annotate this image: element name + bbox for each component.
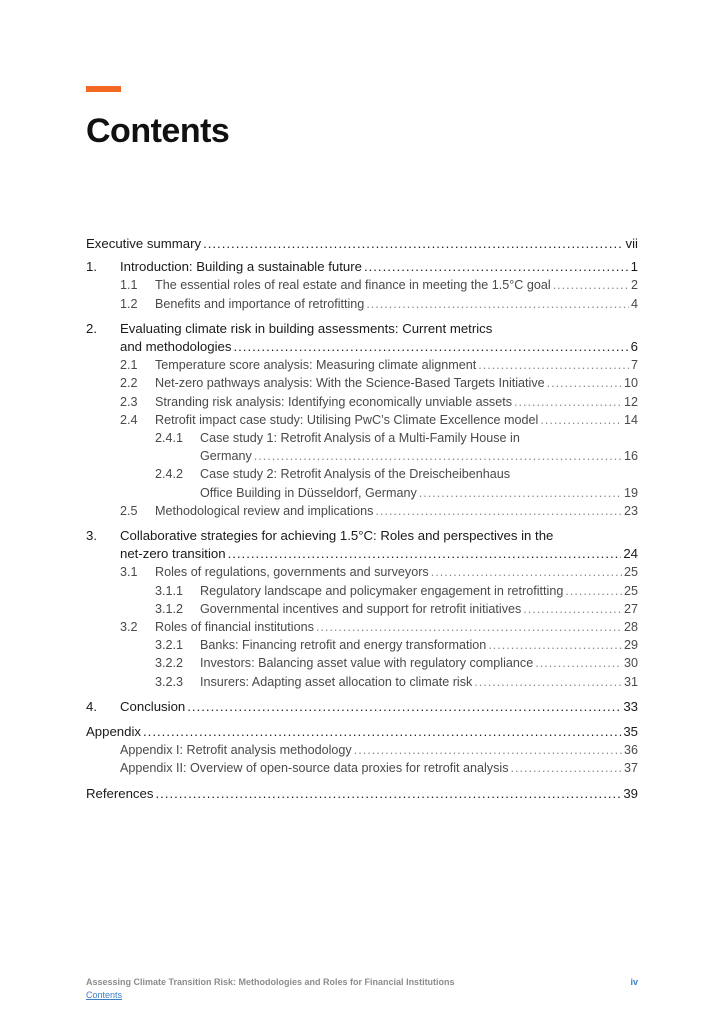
toc-entry-page: 4: [630, 296, 638, 311]
toc-entry-label: Roles of regulations, governments and surveyors: [155, 565, 429, 580]
dot-leader: [523, 600, 622, 618]
toc-entry-label: Germany: [200, 449, 252, 464]
toc-entry-page: 14: [623, 412, 638, 427]
footer-page-number: iv: [630, 977, 638, 987]
toc-entry-page: 24: [623, 546, 638, 562]
dot-leader: [316, 618, 622, 636]
toc-entry-number: 2.4: [120, 412, 138, 427]
dot-leader: [478, 356, 629, 374]
toc-entry-label: Conclusion: [120, 698, 186, 714]
dot-leader: [431, 563, 622, 581]
toc-entry-label: Insurers: Adapting asset allocation to climate risk: [200, 674, 473, 689]
toc-entry-number: 3.: [86, 528, 97, 544]
toc-entry-label: Appendix I: Retrofit analysis methodology: [120, 743, 352, 758]
dot-leader: [364, 258, 629, 276]
toc-entry-page: 25: [623, 583, 638, 598]
toc-entry-page: 23: [623, 503, 638, 518]
toc-entry-2-4-1[interactable]: [86, 429, 638, 447]
toc-entry-appendix-2[interactable]: [86, 759, 638, 777]
dot-leader: [187, 698, 621, 716]
dot-leader: [540, 411, 622, 429]
toc-entry-2-4[interactable]: [86, 411, 638, 429]
dot-leader: [155, 785, 621, 803]
dot-leader: [553, 276, 629, 294]
toc-entry-number: 4.: [86, 698, 97, 714]
dot-leader: [233, 338, 628, 356]
toc-entry-page: 6: [630, 339, 638, 355]
toc-entry-appendix-1[interactable]: [86, 741, 638, 759]
page-footer: [86, 977, 638, 1000]
toc-entry-2-1[interactable]: [86, 356, 638, 374]
toc-entry-label: Investors: Balancing asset value with regulatory compliance: [200, 656, 534, 671]
dot-leader: [547, 374, 622, 392]
toc-entry-label: Roles of financial institutions: [155, 620, 314, 635]
toc-entry-3-2-3[interactable]: [86, 673, 638, 691]
toc-entry-label: net-zero transition: [120, 546, 226, 562]
toc-entry-page: 29: [623, 638, 638, 653]
toc-entry-page: 28: [623, 620, 638, 635]
toc-entry-3-2-1[interactable]: [86, 636, 638, 654]
toc-entry-2-2[interactable]: [86, 374, 638, 392]
toc-entry-3-1[interactable]: [86, 563, 638, 581]
dot-leader: [203, 235, 623, 253]
toc-entry-page: 12: [623, 394, 638, 409]
toc-entry-label: Temperature score analysis: Measuring climate alignment: [155, 358, 477, 373]
toc-entry-label: Executive summary: [86, 236, 202, 251]
toc-entry-label: Governmental incentives and support for retrofit initiatives: [200, 601, 522, 616]
dot-leader: [254, 447, 622, 465]
toc-entry-number: 2.5: [120, 503, 138, 518]
toc-entry-number: 3.2: [120, 620, 138, 635]
toc-entry-label: Banks: Financing retrofit and energy transformation: [200, 638, 487, 653]
toc-entry-chapter-2-cont[interactable]: [86, 338, 638, 356]
toc-entry-number: 3.1: [120, 565, 138, 580]
toc-entry-number: 3.2.2: [155, 656, 184, 671]
toc-entry-page: 1: [630, 259, 638, 275]
toc-entry-label: Office Building in Düsseldorf, Germany: [200, 485, 417, 500]
toc-entry-chapter-1[interactable]: [86, 258, 638, 276]
toc-entry-number: 3.1.1: [155, 583, 184, 598]
contents-link[interactable]: Contents: [86, 990, 123, 1000]
toc-entry-label: References: [86, 785, 154, 801]
dot-leader: [366, 295, 629, 313]
toc-entry-number: 2.3: [120, 394, 138, 409]
toc-entry-page: 25: [623, 565, 638, 580]
toc-entry-page: 2: [630, 278, 638, 293]
toc-entry-chapter-3-cont[interactable]: [86, 545, 638, 563]
toc-entry-page: 10: [623, 376, 638, 391]
toc-entry-2-4-1-cont[interactable]: [86, 447, 638, 465]
dot-leader: [488, 636, 622, 654]
page-title: Contents: [86, 112, 230, 150]
toc-entry-label: and methodologies: [120, 339, 232, 355]
toc-entry-label: Methodological review and implications: [155, 503, 374, 518]
toc-entry-2-5[interactable]: [86, 502, 638, 520]
toc-entry-label: Benefits and importance of retrofitting: [155, 296, 365, 311]
dot-leader: [514, 393, 622, 411]
dot-leader: [474, 673, 622, 691]
dot-leader: [535, 654, 622, 672]
toc-entry-number: 3.2.1: [155, 638, 184, 653]
toc-entry-chapter-4[interactable]: [86, 698, 638, 716]
toc-entry-page: 16: [623, 449, 638, 464]
toc-entry-1-1[interactable]: [86, 276, 638, 294]
toc-entry-page: 39: [623, 785, 638, 801]
toc-entry-label: Net-zero pathways analysis: With the Science-Based Targets Initiative: [155, 376, 545, 391]
footer-document-title: Assessing Climate Transition Risk: Methodologies and Roles for Financial Institutions: [86, 977, 455, 987]
dot-leader: [511, 759, 622, 777]
toc-entry-label: Evaluating climate risk in building assessments: Current metrics: [120, 320, 493, 336]
toc-entry-page: 33: [623, 698, 638, 714]
toc-entry-page: 37: [623, 761, 638, 776]
toc-entry-number: 3.1.2: [155, 601, 184, 616]
toc-entry-number: 2.1: [120, 358, 138, 373]
toc-entry-3-1-2[interactable]: [86, 600, 638, 618]
toc-entry-label: Appendix: [86, 724, 141, 740]
toc-entry-label: Regulatory landscape and policymaker engagement in retrofitting: [200, 583, 564, 598]
toc-entry-page: 35: [623, 724, 638, 740]
toc-entry-label: Introduction: Building a sustainable future: [120, 259, 362, 275]
toc-entry-page: 36: [623, 743, 638, 758]
toc-entry-2-4-2[interactable]: [86, 465, 638, 483]
toc-entry-page: vii: [625, 236, 638, 251]
toc-entry-chapter-3[interactable]: [86, 527, 638, 545]
toc-entry-number: 2.4.2: [155, 467, 184, 482]
toc-entry-label: Stranding risk analysis: Identifying economically unviable assets: [155, 394, 513, 409]
toc-entry-3-1-1[interactable]: [86, 582, 638, 600]
toc-entry-label: Retrofit impact case study: Utilising PwC’s Climate Excellence model: [155, 412, 539, 427]
dot-leader: [375, 502, 622, 520]
toc-entry-label: Collaborative strategies for achieving 1.5°C: Roles and perspectives in the: [120, 528, 554, 544]
toc-entry-number: 1.2: [120, 296, 138, 311]
dot-leader: [565, 582, 622, 600]
toc-entry-number: 2.: [86, 320, 97, 336]
toc-entry-page: 30: [623, 656, 638, 671]
toc-entry-page: 31: [623, 674, 638, 689]
dot-leader: [354, 741, 622, 759]
toc-entry-chapter-2[interactable]: [86, 320, 638, 338]
toc-entry-label: Appendix II: Overview of open-source data proxies for retrofit analysis: [120, 761, 509, 776]
toc-entry-page: 27: [623, 601, 638, 616]
toc-entry-number: 1.: [86, 259, 97, 275]
toc-entry-number: 2.2: [120, 376, 138, 391]
toc-entry-page: 19: [623, 485, 638, 500]
accent-bar: [86, 86, 121, 92]
toc-entry-1-2[interactable]: [86, 295, 638, 313]
dot-leader: [419, 484, 622, 502]
toc-entry-appendix[interactable]: [86, 723, 638, 741]
toc-entry-3-2-2[interactable]: [86, 654, 638, 672]
dot-leader: [228, 545, 622, 563]
toc-entry-label: The essential roles of real estate and finance in meeting the 1.5°C goal: [155, 278, 551, 293]
toc-entry-2-4-2-cont[interactable]: [86, 484, 638, 502]
table-of-contents: [86, 235, 638, 803]
toc-entry-number: 1.1: [120, 278, 138, 293]
dot-leader: [143, 723, 621, 741]
toc-entry-number: 3.2.3: [155, 674, 184, 689]
toc-entry-number: 2.4.1: [155, 431, 184, 446]
toc-entry-label: Case study 2: Retrofit Analysis of the Dreischeibenhaus: [200, 467, 511, 482]
toc-entry-3-2[interactable]: [86, 618, 638, 636]
toc-entry-page: 7: [630, 358, 638, 373]
toc-entry-2-3[interactable]: [86, 393, 638, 411]
toc-entry-executive-summary[interactable]: [86, 235, 638, 253]
toc-entry-references[interactable]: [86, 785, 638, 803]
toc-entry-label: Case study 1: Retrofit Analysis of a Multi-Family House in: [200, 431, 520, 446]
